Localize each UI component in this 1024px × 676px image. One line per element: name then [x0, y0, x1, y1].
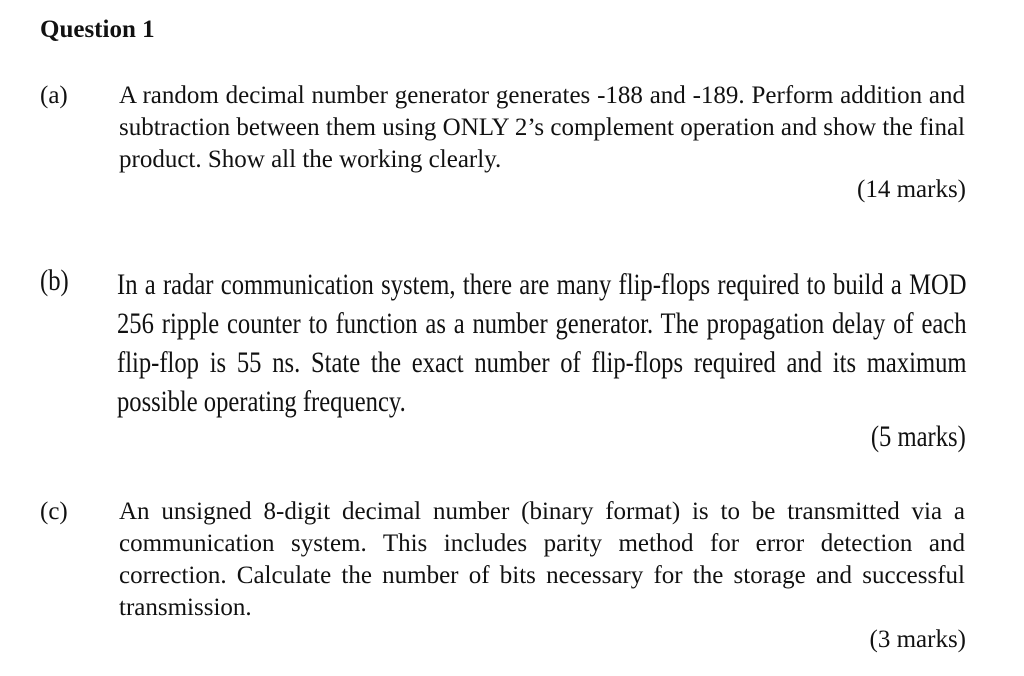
marks-a: (14 marks): [857, 176, 966, 203]
part-text-a: A random decimal number generator generates -188 and -189. Perform addition and subtraction between them using ONLY 2’s complement operation and show the final product. Show all the working clearly.: [119, 82, 965, 173]
question-title: Question 1: [40, 16, 155, 43]
marks-c: (3 marks): [869, 626, 966, 653]
part-text-b: In a radar communication system, there are many flip-flops required to build a MOD 256 ripple counter to function as a number generator. The propagation delay of each flip-flop is 55 ns. State the exact number of flip-flops required and its maximum possible operating frequency.: [117, 268, 967, 418]
part-label-c: (c): [40, 498, 68, 525]
marks-b: (5 marks): [871, 420, 966, 453]
part-label-a: (a): [40, 82, 68, 109]
part-label-b: (b): [40, 264, 69, 297]
part-text-c: An unsigned 8-digit decimal number (binary format) is to be transmitted via a communication system. This includes parity method for error detection and correction. Calculate the number of bits necessary for the storage and successful transmission.: [119, 498, 965, 621]
